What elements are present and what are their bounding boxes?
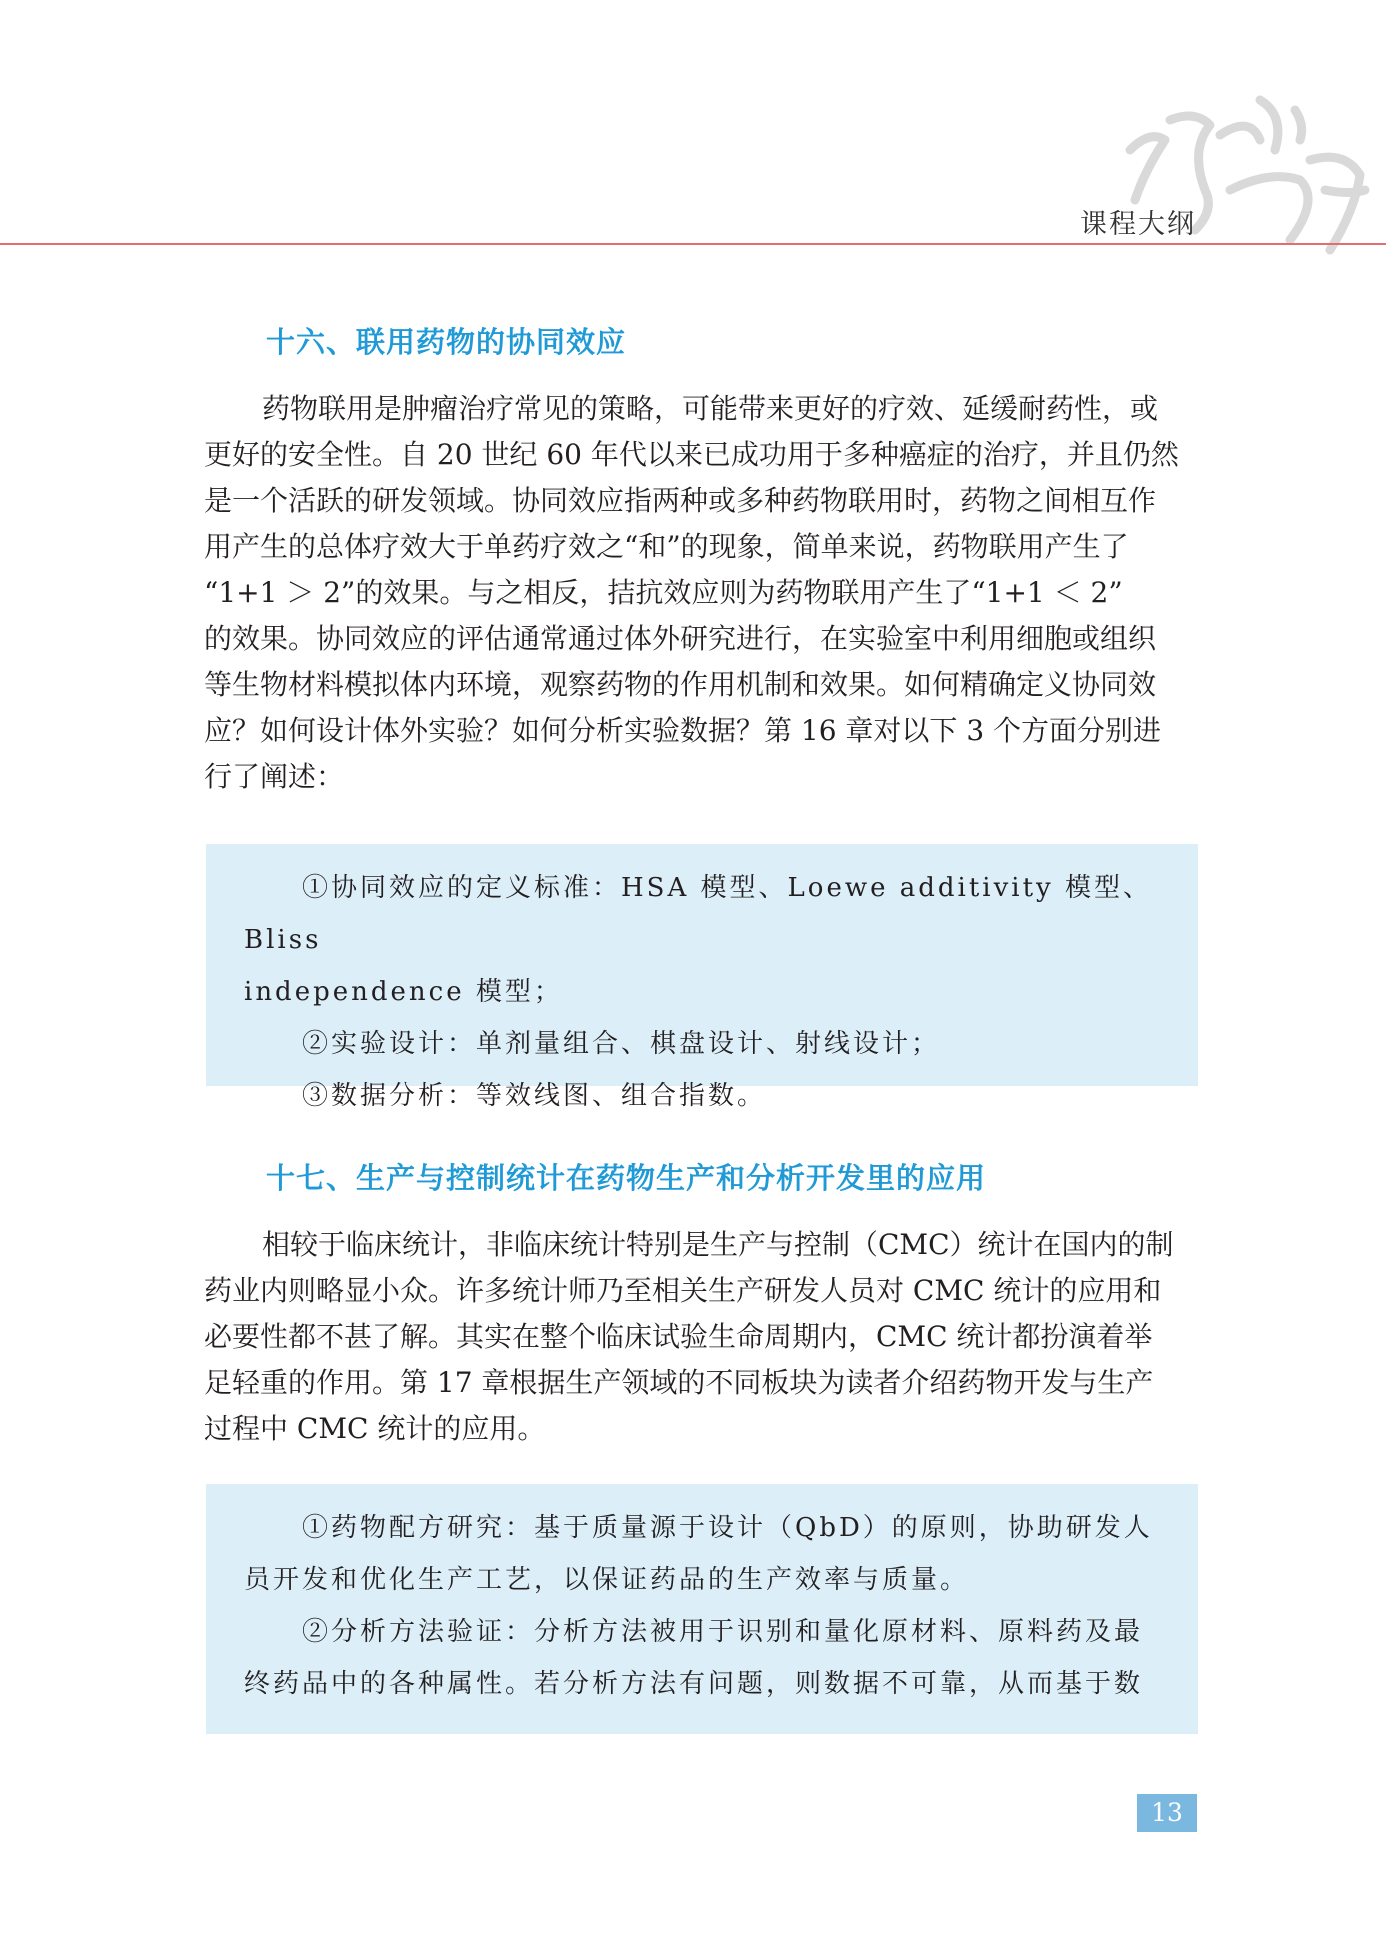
paragraph-line: 等生物材料模拟体内环境，观察药物的作用机制和效果。如何精确定义协同效 — [204, 668, 1157, 701]
summary-item-continuation: independence 模型； — [244, 977, 563, 1007]
page-number: 13 — [1137, 1794, 1197, 1832]
paragraph-line: 行了阐述： — [204, 760, 345, 793]
paragraph-line: 用产生的总体疗效大于单药疗效之“和”的现象，简单来说，药物联用产生了 — [204, 530, 1129, 563]
section-16-summary-box — [206, 844, 1198, 1111]
summary-item — [244, 1606, 1162, 1710]
summary-item-line: ②分析方法验证：分析方法被用于识别和量化原材料、原料药及最 — [302, 1617, 1144, 1647]
paragraph-line: 必要性都不甚了解。其实在整个临床试验生命周期内，CMC 统计都扮演着举 — [204, 1320, 1153, 1353]
summary-item — [244, 1018, 1162, 1070]
section-16-paragraph — [204, 386, 1198, 800]
header-rule — [0, 243, 1386, 245]
paragraph-line: 更好的安全性。自 20 世纪 60 年代以来已成功用于多种癌症的治疗，并且仍然 — [204, 438, 1179, 471]
summary-item-continuation: 员开发和优化生产工艺，以保证药品的生产效率与质量。 — [244, 1565, 970, 1595]
paragraph-line: 应？如何设计体外实验？如何分析实验数据？第 16 章对以下 3 个方面分别进 — [204, 714, 1162, 747]
section-17-paragraph — [204, 1222, 1198, 1452]
section-heading-17: 十七、生产与控制统计在药物生产和分析开发里的应用 — [266, 1161, 987, 1195]
running-head: 课程大纲 — [1080, 209, 1196, 240]
section-heading-16: 十六、联用药物的协同效应 — [266, 325, 627, 359]
summary-item-continuation: 终药品中的各种属性。若分析方法有问题，则数据不可靠，从而基于数 — [244, 1669, 1144, 1699]
section-17-summary-box — [206, 1484, 1198, 1734]
summary-item — [244, 1502, 1162, 1606]
paragraph-line: “1+1 ＞ 2”的效果。与之相反，拮抗效应则为药物联用产生了“1+1 ＜ 2” — [204, 576, 1123, 609]
summary-item-line: ③数据分析：等效线图、组合指数。 — [302, 1081, 767, 1111]
summary-item — [244, 862, 1162, 1018]
summary-item-line: ②实验设计：单剂量组合、棋盘设计、射线设计； — [302, 1029, 941, 1059]
summary-item-line: ①药物配方研究：基于质量源于设计（QbD）的原则，协助研发人 — [302, 1513, 1153, 1543]
summary-item — [244, 1070, 1162, 1122]
paragraph-line: 是一个活跃的研发领域。协同效应指两种或多种药物联用时，药物之间相互作 — [204, 484, 1157, 517]
paragraph-line: 足轻重的作用。第 17 章根据生产领域的不同板块为读者介绍药物开发与生产 — [204, 1366, 1154, 1399]
paragraph-line: 过程中 CMC 统计的应用。 — [204, 1412, 546, 1445]
summary-item-line: ①协同效应的定义标准：HSA 模型、Loewe additivity 模型、Bliss — [244, 873, 1153, 955]
paragraph-line: 相较于临床统计，非临床统计特别是生产与控制（CMC）统计在国内的制 — [262, 1228, 1174, 1261]
paragraph-line: 药物联用是肿瘤治疗常见的策略，可能带来更好的疗效、延缓耐药性，或 — [262, 392, 1159, 425]
paragraph-line: 的效果。协同效应的评估通常通过体外研究进行，在实验室中利用细胞或组织 — [204, 622, 1157, 655]
paragraph-line: 药业内则略显小众。许多统计师乃至相关生产研发人员对 CMC 统计的应用和 — [204, 1274, 1162, 1307]
